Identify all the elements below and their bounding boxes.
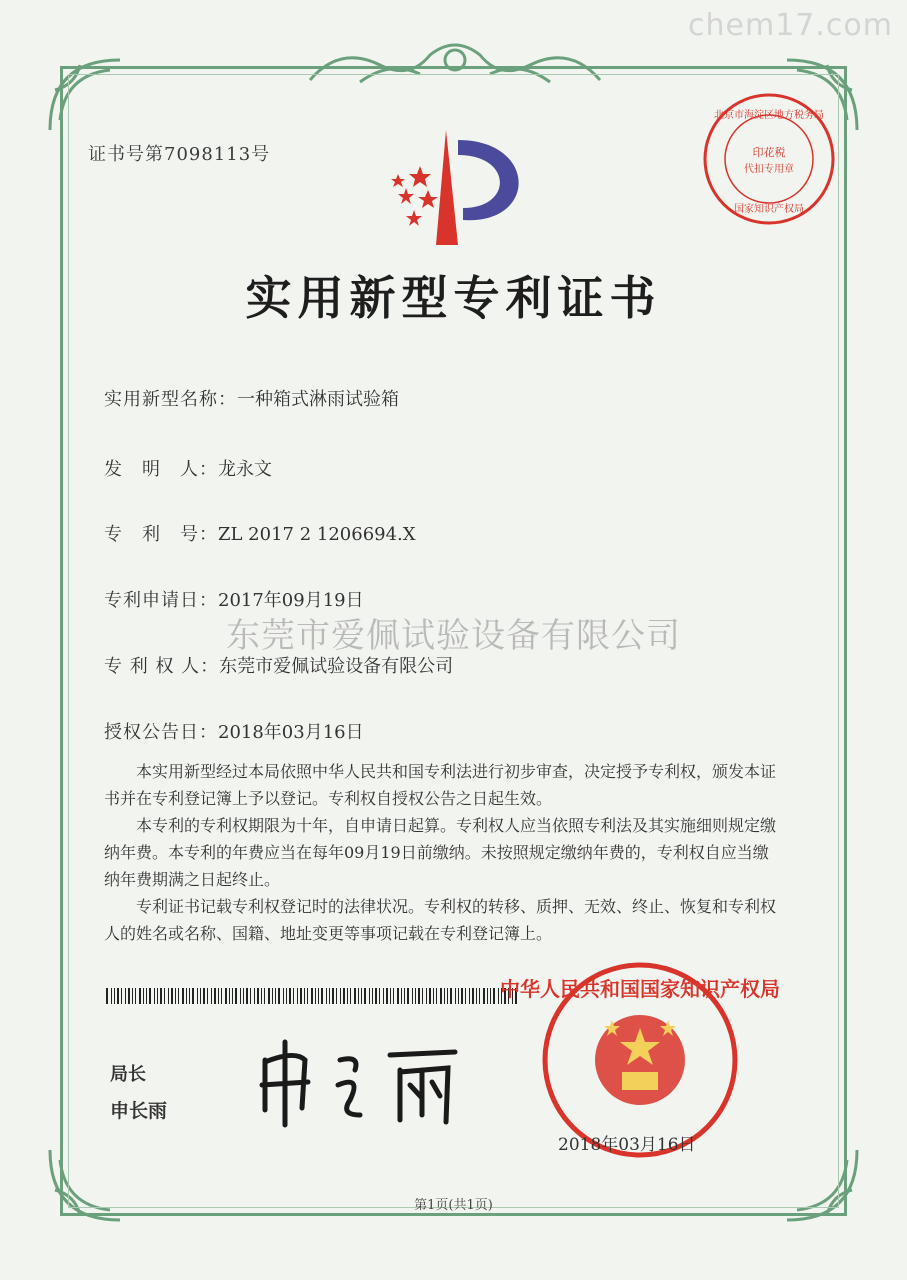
- field-patent-number: [104, 520, 416, 546]
- seal-date: 2018年03月16日: [558, 1135, 696, 1155]
- tax-stamp-seal: [700, 90, 838, 228]
- field-value: 龙永文: [218, 459, 272, 480]
- field-label: 专 利 权 人：: [104, 656, 220, 677]
- field-label: 专 利 号：: [104, 524, 218, 545]
- field-grant-date: [104, 718, 364, 744]
- field-inventor: [104, 455, 272, 481]
- site-watermark: chem17.com: [688, 8, 893, 43]
- field-value: ZL 2017 2 1206694.X: [218, 524, 416, 545]
- director-title: 局长: [110, 1064, 146, 1085]
- certificate-number: 证书号第7098113号: [88, 144, 271, 165]
- svg-text:中华人民共和国国家知识产权局: 中华人民共和国国家知识产权局: [500, 977, 780, 1001]
- field-value: 2017年09月19日: [218, 590, 364, 611]
- field-value: 一种箱式淋雨试验箱: [237, 389, 399, 410]
- svg-text:印花税: 印花税: [752, 146, 786, 159]
- field-patentee: [104, 652, 453, 678]
- barcode-icon: [106, 988, 516, 1004]
- certificate-body: [104, 758, 784, 947]
- field-label: 发 明 人：: [104, 459, 218, 480]
- field-label: 实用新型名称：: [104, 389, 237, 410]
- certificate-title: 实用新型专利证书: [245, 271, 662, 325]
- field-label: 专利申请日：: [104, 590, 218, 611]
- director-name: 申长雨: [110, 1100, 168, 1122]
- patent-office-logo-icon: [388, 130, 538, 250]
- body-paragraph: 本专利的专利权期限为十年，自申请日起算。专利权人应当依照专利法及其实施细则规定缴纳年费。本专利的年费应当在每年09月19日前缴纳。未按照规定缴纳年费的，专利权自应当缴纳年费期满之日起终止。: [104, 816, 777, 889]
- svg-text:北京市海淀区地方税务局: 北京市海淀区地方税务局: [714, 110, 824, 121]
- field-utility-model-name: [104, 385, 399, 411]
- page-number: 第1页(共1页): [414, 1198, 493, 1213]
- svg-text:国家知识产权局: 国家知识产权局: [734, 204, 804, 215]
- body-paragraph: 本实用新型经过本局依照中华人民共和国专利法进行初步审查，决定授予专利权，颁发本证书并在专利登记簿上予以登记。专利权自授权公告之日起生效。: [104, 762, 777, 808]
- field-value: 2018年03月16日: [218, 722, 364, 743]
- field-label: 授权公告日：: [104, 722, 218, 743]
- company-watermark: 东莞市爱佩试验设备有限公司: [226, 616, 681, 656]
- body-paragraph: 专利证书记载专利权登记时的法律状况。专利权的转移、质押、无效、终止、恢复和专利权人的姓名或名称、国籍、地址变更等事项记载在专利登记簿上。: [104, 897, 777, 943]
- field-value: 东莞市爱佩试验设备有限公司: [219, 656, 454, 677]
- director-signature: [250, 1030, 470, 1130]
- svg-text:代扣专用章: 代扣专用章: [744, 164, 794, 175]
